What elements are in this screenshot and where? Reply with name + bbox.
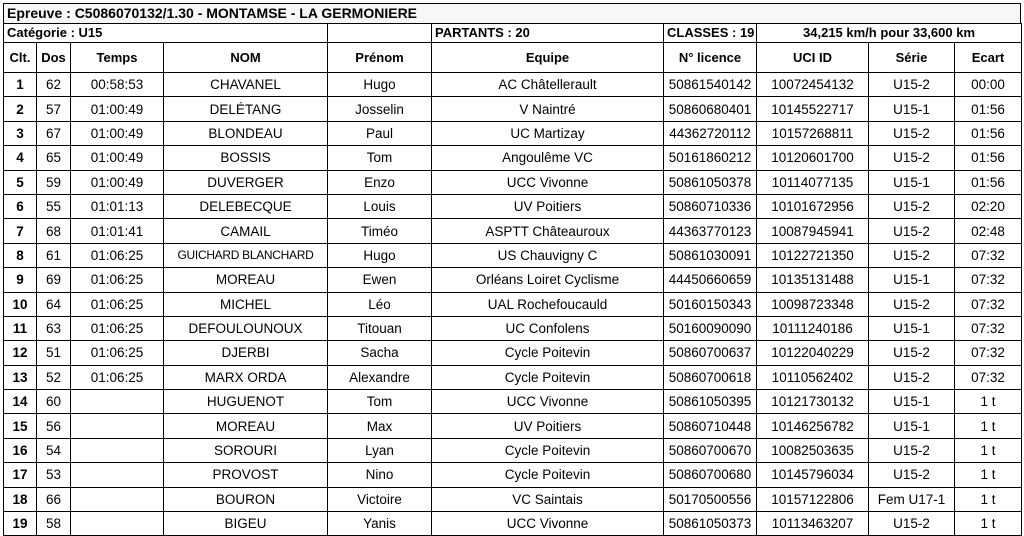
results-sheet [3, 3, 1021, 536]
series-cell: U15-2 [869, 463, 955, 487]
time-cell: 01:00:49 [71, 121, 164, 145]
table-row [4, 268, 1022, 292]
rank-cell: 14 [4, 390, 37, 414]
license-cell: 44450660659 [664, 268, 757, 292]
lastname-cell: DELÉTANG [164, 97, 328, 121]
bib-cell: 56 [37, 414, 71, 438]
license-cell: 50860710448 [664, 414, 757, 438]
time-cell: 01:06:25 [71, 341, 164, 365]
table-row [4, 170, 1022, 194]
series-cell: U15-2 [869, 219, 955, 243]
firstname-cell: Tom [328, 146, 432, 170]
table-row [4, 463, 1022, 487]
gap-cell: 1 t [955, 438, 1022, 462]
col-header-gap: Ecart [955, 43, 1022, 73]
team-cell: UV Poitiers [432, 194, 664, 218]
lastname-cell: CHAVANEL [164, 73, 328, 97]
lastname-cell: BOSSIS [164, 146, 328, 170]
rank-cell: 5 [4, 170, 37, 194]
license-cell: 50861540142 [664, 73, 757, 97]
license-cell: 50861050378 [664, 170, 757, 194]
series-cell: Fem U17-1 [869, 487, 955, 511]
rank-cell: 17 [4, 463, 37, 487]
uci-id-cell: 10122040229 [757, 341, 869, 365]
time-cell: 01:00:49 [71, 146, 164, 170]
col-header-uci-id: UCI ID [757, 43, 869, 73]
series-cell: U15-2 [869, 292, 955, 316]
gap-cell: 07:32 [955, 341, 1022, 365]
time-cell [71, 512, 164, 536]
gap-cell: 07:32 [955, 243, 1022, 267]
bib-cell: 64 [37, 292, 71, 316]
lastname-cell: PROVOST [164, 463, 328, 487]
firstname-cell: Josselin [328, 97, 432, 121]
bib-cell: 63 [37, 316, 71, 340]
series-cell: U15-2 [869, 365, 955, 389]
license-cell: 44363770123 [664, 219, 757, 243]
bib-cell: 52 [37, 365, 71, 389]
license-cell: 50160090090 [664, 316, 757, 340]
bib-cell: 53 [37, 463, 71, 487]
uci-id-cell: 10082503635 [757, 438, 869, 462]
gap-cell: 01:56 [955, 170, 1022, 194]
bib-cell: 62 [37, 73, 71, 97]
license-cell: 50860710336 [664, 194, 757, 218]
category-label: Catégorie : U15 [4, 24, 328, 43]
table-row [4, 97, 1022, 121]
team-cell: Orléans Loiret Cyclisme [432, 268, 664, 292]
license-cell: 50860700618 [664, 365, 757, 389]
gap-cell: 07:32 [955, 268, 1022, 292]
rank-cell: 2 [4, 97, 37, 121]
team-cell: V Naintré [432, 97, 664, 121]
bib-cell: 58 [37, 512, 71, 536]
time-cell: 01:06:25 [71, 268, 164, 292]
series-cell: U15-1 [869, 170, 955, 194]
table-row [4, 512, 1022, 536]
table-row [4, 243, 1022, 267]
license-cell: 50861030091 [664, 243, 757, 267]
column-header-row [4, 43, 1022, 73]
rank-cell: 19 [4, 512, 37, 536]
lastname-cell: HUGUENOT [164, 390, 328, 414]
team-cell: Cycle Poitevin [432, 438, 664, 462]
col-header-series: Série [869, 43, 955, 73]
firstname-cell: Nino [328, 463, 432, 487]
rank-cell: 13 [4, 365, 37, 389]
bib-cell: 60 [37, 390, 71, 414]
gap-cell: 07:32 [955, 365, 1022, 389]
uci-id-cell: 10072454132 [757, 73, 869, 97]
col-header-rank: Clt. [4, 43, 37, 73]
series-cell: U15-1 [869, 268, 955, 292]
firstname-cell: Max [328, 414, 432, 438]
bib-cell: 69 [37, 268, 71, 292]
lastname-cell: MICHEL [164, 292, 328, 316]
table-row [4, 438, 1022, 462]
uci-id-cell: 10135131488 [757, 268, 869, 292]
team-cell: UCC Vivonne [432, 512, 664, 536]
team-cell: UCC Vivonne [432, 390, 664, 414]
rank-cell: 8 [4, 243, 37, 267]
lastname-cell: MOREAU [164, 268, 328, 292]
lastname-cell: BLONDEAU [164, 121, 328, 145]
gap-cell: 07:32 [955, 316, 1022, 340]
lastname-cell: BOURON [164, 487, 328, 511]
uci-id-cell: 10101672956 [757, 194, 869, 218]
rank-cell: 10 [4, 292, 37, 316]
lastname-cell: MOREAU [164, 414, 328, 438]
rank-cell: 7 [4, 219, 37, 243]
team-cell: UAL Rochefoucauld [432, 292, 664, 316]
time-cell [71, 414, 164, 438]
gap-cell: 1 t [955, 390, 1022, 414]
gap-cell: 1 t [955, 487, 1022, 511]
uci-id-cell: 10113463207 [757, 512, 869, 536]
series-cell: U15-1 [869, 390, 955, 414]
firstname-cell: Sacha [328, 341, 432, 365]
time-cell: 00:58:53 [71, 73, 164, 97]
series-cell: U15-2 [869, 73, 955, 97]
col-header-firstname: Prénom [328, 43, 432, 73]
uci-id-cell: 10157122806 [757, 487, 869, 511]
lastname-cell: MARX ORDA [164, 365, 328, 389]
firstname-cell: Lyan [328, 438, 432, 462]
firstname-cell: Ewen [328, 268, 432, 292]
rank-cell: 11 [4, 316, 37, 340]
firstname-cell: Tom [328, 390, 432, 414]
uci-id-cell: 10122721350 [757, 243, 869, 267]
lastname-cell: DJERBI [164, 341, 328, 365]
firstname-cell: Hugo [328, 73, 432, 97]
time-cell: 01:06:25 [71, 292, 164, 316]
team-cell: Cycle Poitevin [432, 341, 664, 365]
firstname-cell: Enzo [328, 170, 432, 194]
uci-id-cell: 10111240186 [757, 316, 869, 340]
time-cell: 01:01:13 [71, 194, 164, 218]
team-cell: ASPTT Châteauroux [432, 219, 664, 243]
category-spacer [328, 24, 432, 43]
uci-id-cell: 10157268811 [757, 121, 869, 145]
uci-id-cell: 10145796034 [757, 463, 869, 487]
lastname-cell: DUVERGER [164, 170, 328, 194]
time-cell [71, 438, 164, 462]
uci-id-cell: 10114077135 [757, 170, 869, 194]
lastname-cell: BIGEU [164, 512, 328, 536]
gap-cell: 01:56 [955, 146, 1022, 170]
team-cell: UC Confolens [432, 316, 664, 340]
firstname-cell: Titouan [328, 316, 432, 340]
series-cell: U15-2 [869, 243, 955, 267]
rank-cell: 3 [4, 121, 37, 145]
time-cell: 01:06:25 [71, 365, 164, 389]
license-cell: 50860700680 [664, 463, 757, 487]
team-cell: AC Châtellerault [432, 73, 664, 97]
rank-cell: 4 [4, 146, 37, 170]
lastname-cell: GUICHARD BLANCHARD [164, 243, 328, 267]
firstname-cell: Yanis [328, 512, 432, 536]
race-title: Epreuve : C5086070132/1.30 - MONTAMSE - LA GERMONIERE [3, 3, 1021, 23]
rank-cell: 9 [4, 268, 37, 292]
license-cell: 50860680401 [664, 97, 757, 121]
col-header-bib: Dos [37, 43, 71, 73]
table-row [4, 194, 1022, 218]
time-cell: 01:01:41 [71, 219, 164, 243]
series-cell: U15-1 [869, 97, 955, 121]
firstname-cell: Victoire [328, 487, 432, 511]
col-header-lastname: NOM [164, 43, 328, 73]
series-cell: U15-2 [869, 194, 955, 218]
license-cell: 50861050395 [664, 390, 757, 414]
gap-cell: 1 t [955, 463, 1022, 487]
rank-cell: 12 [4, 341, 37, 365]
team-cell: UCC Vivonne [432, 170, 664, 194]
col-header-time: Temps [71, 43, 164, 73]
table-row [4, 365, 1022, 389]
rank-cell: 16 [4, 438, 37, 462]
gap-cell: 01:56 [955, 97, 1022, 121]
series-cell: U15-2 [869, 146, 955, 170]
table-row [4, 219, 1022, 243]
classified-count: CLASSES : 19 [664, 24, 757, 43]
series-cell: U15-2 [869, 512, 955, 536]
average-speed: 34,215 km/h pour 33,600 km [757, 24, 1022, 43]
gap-cell: 1 t [955, 512, 1022, 536]
table-row [4, 146, 1022, 170]
time-cell: 01:06:25 [71, 243, 164, 267]
table-row [4, 316, 1022, 340]
license-cell: 50160150343 [664, 292, 757, 316]
gap-cell: 02:48 [955, 219, 1022, 243]
firstname-cell: Hugo [328, 243, 432, 267]
team-cell: Cycle Poitevin [432, 365, 664, 389]
gap-cell: 07:32 [955, 292, 1022, 316]
bib-cell: 54 [37, 438, 71, 462]
uci-id-cell: 10120601700 [757, 146, 869, 170]
uci-id-cell: 10087945941 [757, 219, 869, 243]
team-cell: US Chauvigny C [432, 243, 664, 267]
bib-cell: 51 [37, 341, 71, 365]
time-cell: 01:06:25 [71, 316, 164, 340]
uci-id-cell: 10146256782 [757, 414, 869, 438]
uci-id-cell: 10098723348 [757, 292, 869, 316]
table-row [4, 73, 1022, 97]
results-table [3, 23, 1022, 536]
license-cell: 50170500556 [664, 487, 757, 511]
series-cell: U15-2 [869, 341, 955, 365]
lastname-cell: SOROURI [164, 438, 328, 462]
table-row [4, 414, 1022, 438]
gap-cell: 1 t [955, 414, 1022, 438]
results-body [4, 73, 1022, 536]
bib-cell: 59 [37, 170, 71, 194]
rank-cell: 15 [4, 414, 37, 438]
time-cell [71, 463, 164, 487]
gap-cell: 00:00 [955, 73, 1022, 97]
info-row [4, 24, 1022, 43]
table-row [4, 341, 1022, 365]
license-cell: 50860700670 [664, 438, 757, 462]
series-cell: U15-1 [869, 414, 955, 438]
time-cell [71, 487, 164, 511]
team-cell: UC Martizay [432, 121, 664, 145]
gap-cell: 02:20 [955, 194, 1022, 218]
license-cell: 44362720112 [664, 121, 757, 145]
team-cell: Angoulême VC [432, 146, 664, 170]
lastname-cell: CAMAIL [164, 219, 328, 243]
firstname-cell: Louis [328, 194, 432, 218]
time-cell: 01:00:49 [71, 170, 164, 194]
bib-cell: 67 [37, 121, 71, 145]
series-cell: U15-2 [869, 438, 955, 462]
table-row [4, 487, 1022, 511]
bib-cell: 65 [37, 146, 71, 170]
series-cell: U15-1 [869, 316, 955, 340]
bib-cell: 61 [37, 243, 71, 267]
team-cell: UV Poitiers [432, 414, 664, 438]
bib-cell: 55 [37, 194, 71, 218]
firstname-cell: Alexandre [328, 365, 432, 389]
uci-id-cell: 10110562402 [757, 365, 869, 389]
rank-cell: 18 [4, 487, 37, 511]
col-header-team: Equipe [432, 43, 664, 73]
table-row [4, 292, 1022, 316]
license-cell: 50860700637 [664, 341, 757, 365]
firstname-cell: Paul [328, 121, 432, 145]
firstname-cell: Timéo [328, 219, 432, 243]
table-row [4, 390, 1022, 414]
bib-cell: 57 [37, 97, 71, 121]
license-cell: 50861050373 [664, 512, 757, 536]
uci-id-cell: 10121730132 [757, 390, 869, 414]
lastname-cell: DELEBECQUE [164, 194, 328, 218]
bib-cell: 68 [37, 219, 71, 243]
team-cell: VC Saintais [432, 487, 664, 511]
time-cell [71, 390, 164, 414]
lastname-cell: DEFOULOUNOUX [164, 316, 328, 340]
bib-cell: 66 [37, 487, 71, 511]
uci-id-cell: 10145522717 [757, 97, 869, 121]
rank-cell: 1 [4, 73, 37, 97]
series-cell: U15-2 [869, 121, 955, 145]
starters-count: PARTANTS : 20 [432, 24, 664, 43]
table-row [4, 121, 1022, 145]
time-cell: 01:00:49 [71, 97, 164, 121]
rank-cell: 6 [4, 194, 37, 218]
firstname-cell: Léo [328, 292, 432, 316]
license-cell: 50161860212 [664, 146, 757, 170]
col-header-license: N° licence [664, 43, 757, 73]
team-cell: Cycle Poitevin [432, 463, 664, 487]
gap-cell: 01:56 [955, 121, 1022, 145]
